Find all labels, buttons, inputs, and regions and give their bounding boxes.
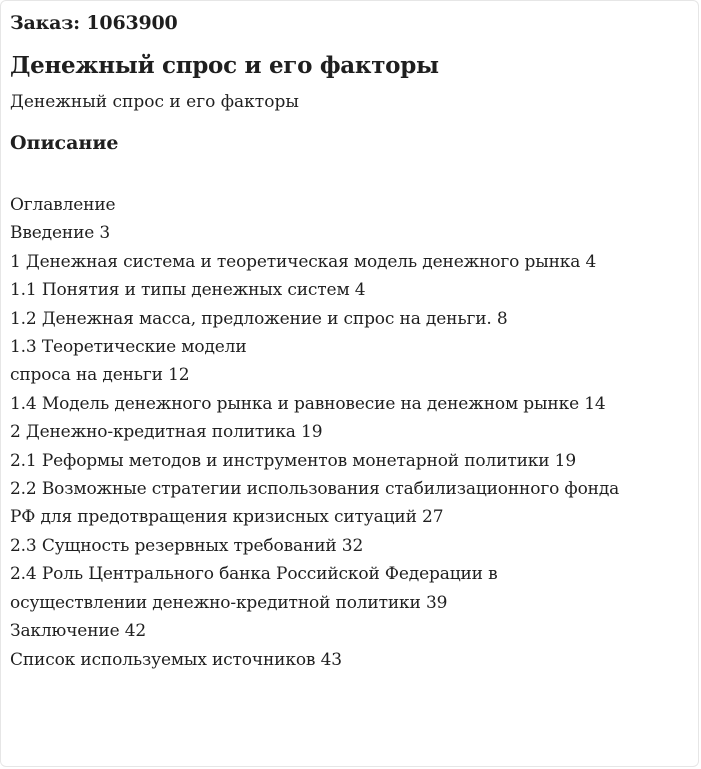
toc-line: 1 Денежная система и теоретическая модель денежного рынка 4 bbox=[10, 251, 597, 272]
toc-line: 2.2 Возможные стратегии использования стабилизационного фонда bbox=[10, 479, 620, 500]
toc-line: Оглавление bbox=[10, 195, 116, 215]
toc-line: 2.4 Роль Центрального банка Российской Федерации в bbox=[10, 564, 498, 585]
toc-line: 1.3 Теоретические модели bbox=[10, 337, 247, 358]
page-title: Денежный спрос и его факторы bbox=[10, 52, 439, 79]
table-of-contents bbox=[10, 191, 690, 674]
toc-line: Заключение 42 bbox=[10, 621, 147, 642]
toc-line: спроса на деньги 12 bbox=[10, 365, 190, 386]
toc-line: 2 Денежно-кредитная политика 19 bbox=[10, 422, 323, 443]
toc-line: 1.4 Модель денежного рынка и равновесие на денежном рынке 14 bbox=[10, 393, 606, 414]
description-heading: Описание bbox=[10, 132, 119, 154]
toc-line: Список используемых источников 43 bbox=[10, 649, 342, 670]
toc-line: осуществлении денежно-кредитной политики 39 bbox=[10, 592, 448, 613]
toc-line: Введение 3 bbox=[10, 223, 111, 244]
order-content bbox=[10, 11, 690, 674]
order-number: Заказ: 1063900 bbox=[10, 12, 178, 34]
toc-line: 2.1 Реформы методов и инструментов монетарной политики 19 bbox=[10, 450, 576, 471]
toc-line: 2.3 Сущность резервных требований 32 bbox=[10, 535, 364, 556]
toc-line: 1.1 Понятия и типы денежных систем 4 bbox=[10, 280, 366, 301]
page-subtitle: Денежный спрос и его факторы bbox=[10, 92, 299, 112]
toc-line: 1.2 Денежная масса, предложение и спрос на деньги. 8 bbox=[10, 308, 508, 329]
toc-line: РФ для предотвращения кризисных ситуаций 27 bbox=[10, 507, 444, 528]
